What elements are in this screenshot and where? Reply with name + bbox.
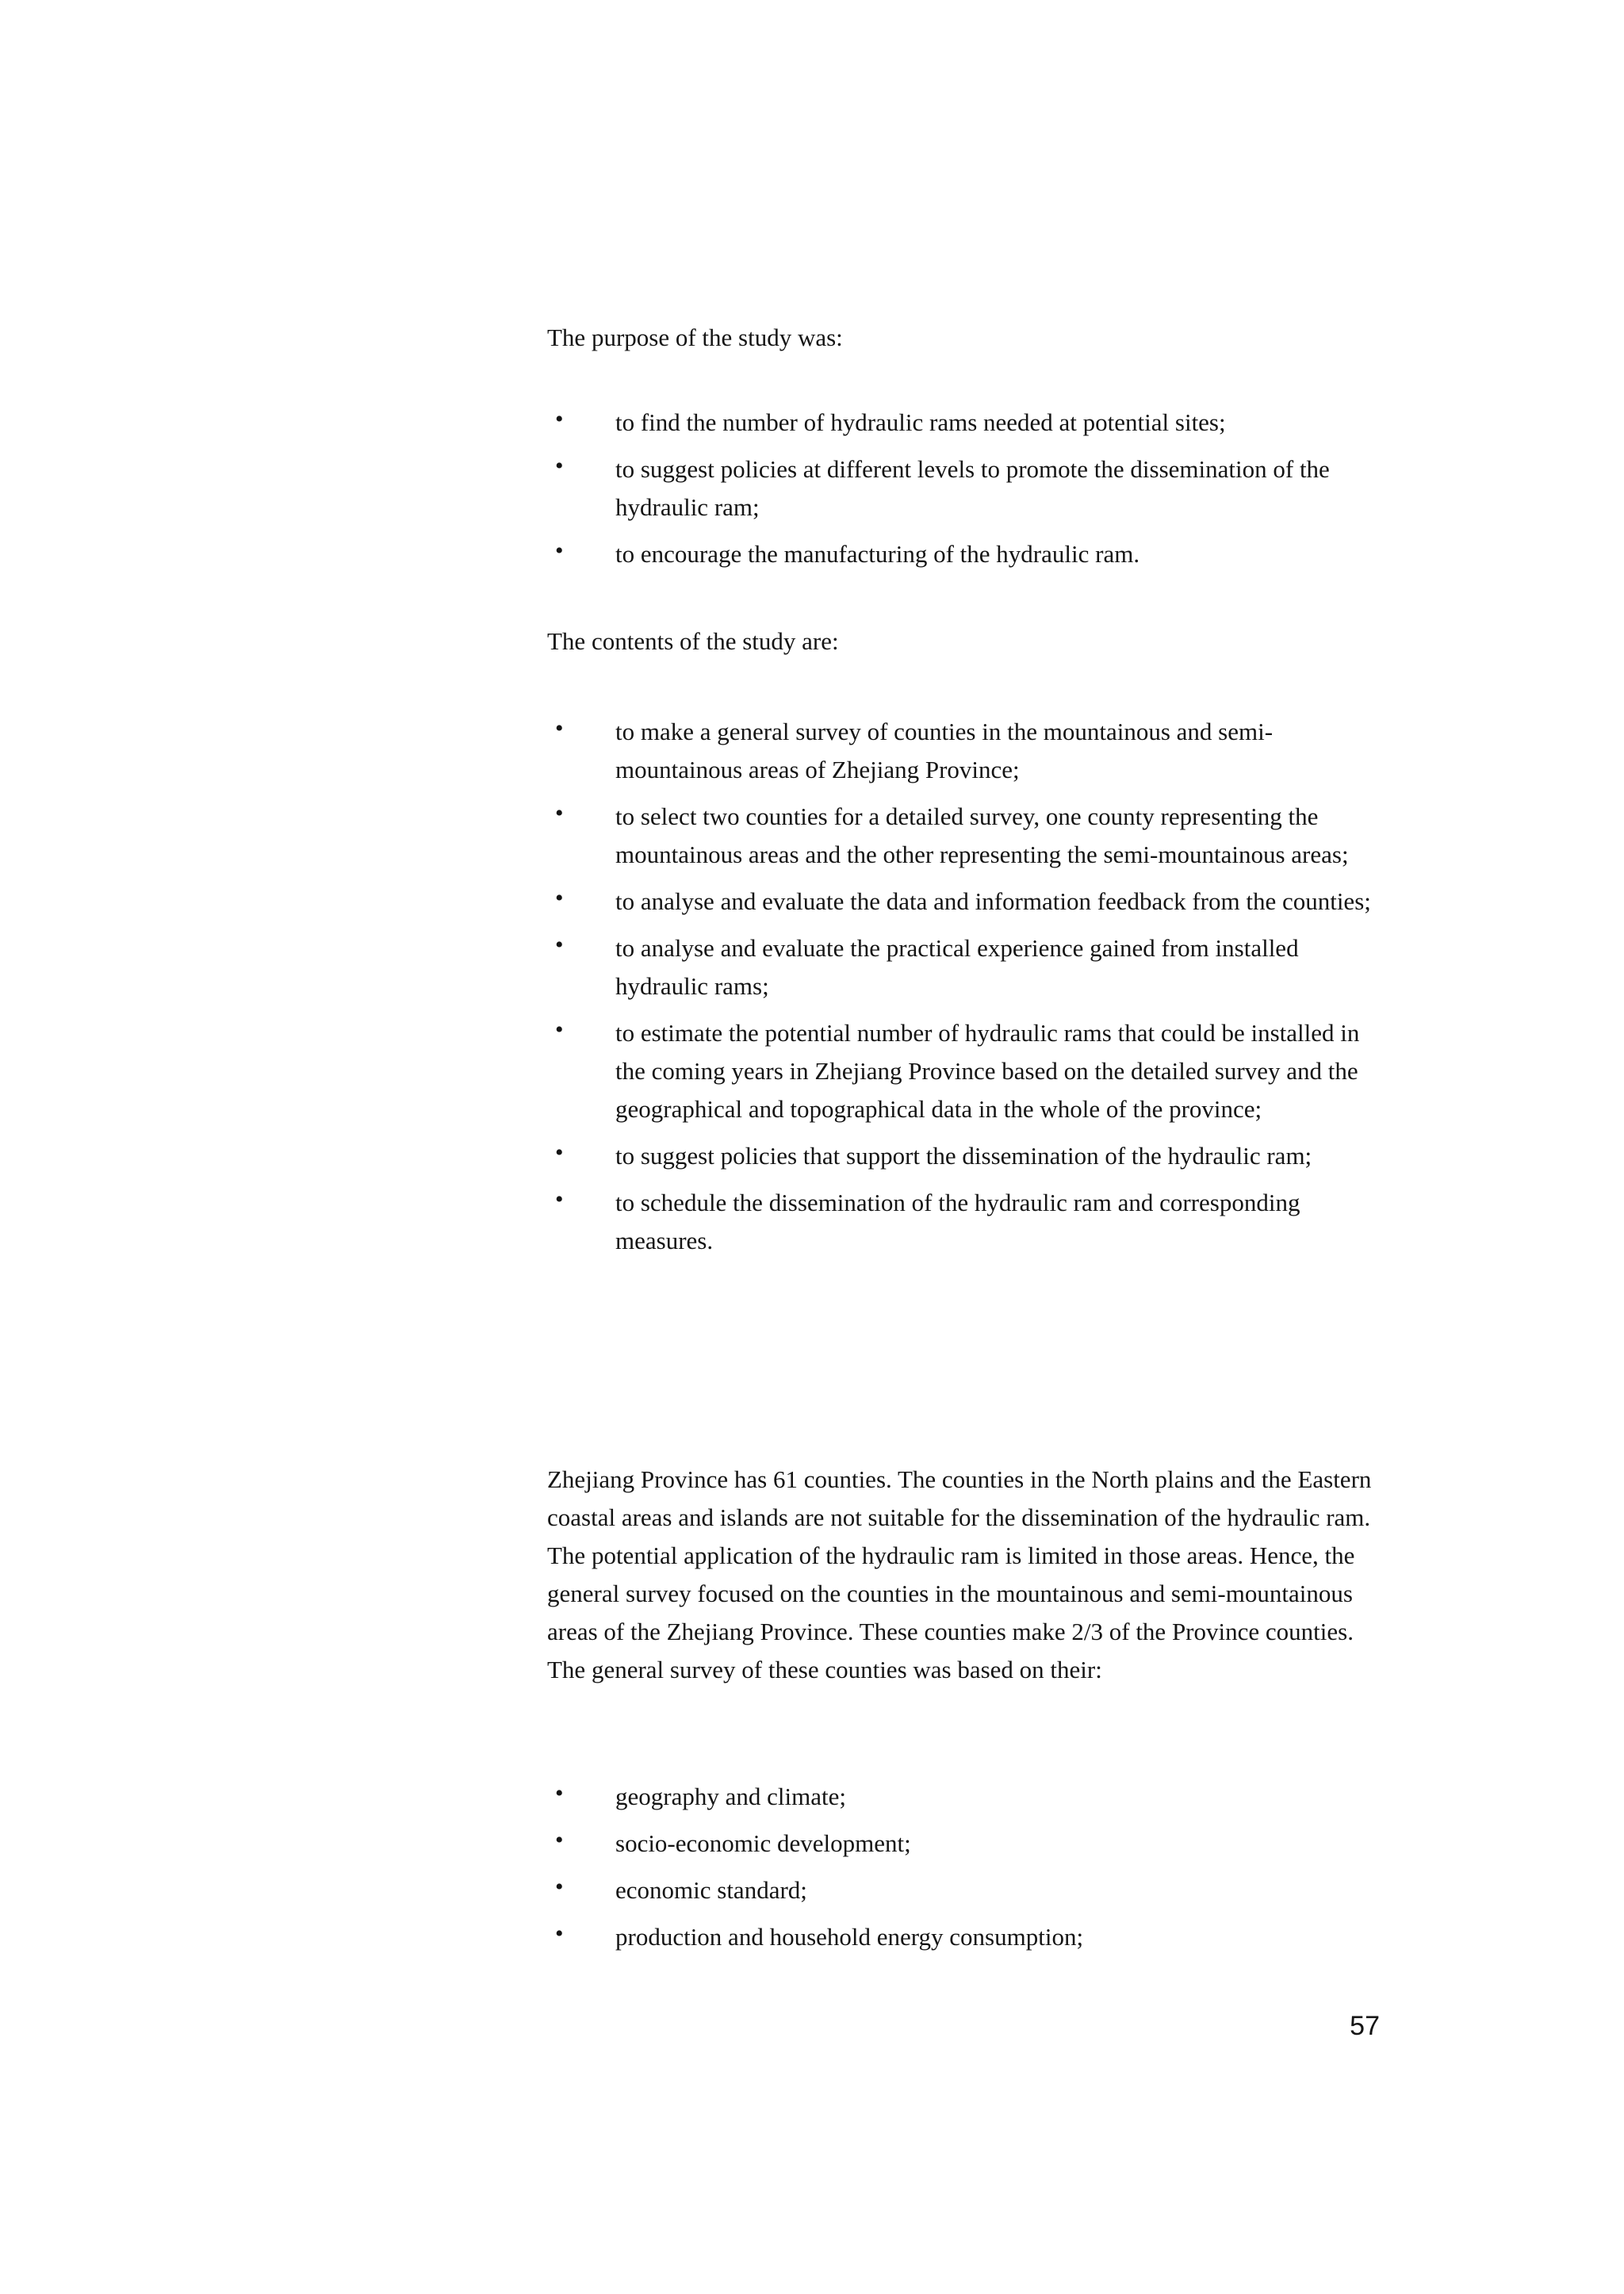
list-item bbox=[547, 1014, 1388, 1128]
bullet-icon: • bbox=[555, 1186, 564, 1212]
list-item bbox=[547, 883, 1388, 921]
list-item-text: to find the number of hydraulic rams needed at potential sites; bbox=[615, 408, 1226, 436]
purpose-list bbox=[547, 404, 1388, 582]
list-item-text: to make a general survey of counties in the mountainous and semi-mountainous areas of Zhejiang Province; bbox=[615, 718, 1274, 783]
list-item-text: economic standard; bbox=[615, 1876, 807, 1904]
bullet-icon: • bbox=[555, 538, 564, 564]
list-item bbox=[547, 1825, 1388, 1863]
list-item-text: to suggest policies that support the dissemination of the hydraulic ram; bbox=[615, 1142, 1312, 1170]
page-number: 57 bbox=[1350, 2011, 1380, 2041]
survey-list bbox=[547, 1778, 1388, 1965]
list-item-text: to select two counties for a detailed survey, one county representing the mountainous areas and the other representing the semi-mountainous areas; bbox=[615, 802, 1349, 868]
list-item bbox=[547, 929, 1388, 1005]
bullet-icon: • bbox=[555, 800, 564, 826]
list-item-text: to schedule the dissemination of the hydraulic ram and corresponding measures. bbox=[615, 1189, 1300, 1254]
list-item bbox=[547, 1871, 1388, 1909]
contents-list bbox=[547, 713, 1388, 1269]
bullet-icon: • bbox=[555, 885, 564, 911]
contents-heading: The contents of the study are: bbox=[547, 627, 839, 655]
list-item-text: to analyse and evaluate the practical experience gained from installed hydraulic rams; bbox=[615, 934, 1299, 1000]
list-item bbox=[547, 798, 1388, 874]
bullet-icon: • bbox=[555, 1921, 564, 1947]
list-item-text: production and household energy consumption; bbox=[615, 1923, 1084, 1951]
bullet-icon: • bbox=[555, 932, 564, 958]
list-item bbox=[547, 1778, 1388, 1816]
bullet-icon: • bbox=[555, 1780, 564, 1806]
list-item bbox=[547, 1918, 1388, 1956]
list-item bbox=[547, 1184, 1388, 1260]
list-item bbox=[547, 450, 1388, 527]
list-item bbox=[547, 404, 1388, 442]
bullet-icon: • bbox=[555, 1827, 564, 1853]
list-item-text: to encourage the manufacturing of the hydraulic ram. bbox=[615, 540, 1140, 568]
survey-paragraph: Zhejiang Province has 61 counties. The counties in the North plains and the Eastern coastal areas and islands are not suitable for the dissemination of the hydraulic ram. The potential application of the hydraulic ram is limited in those areas. Hence, the general survey focused on the counties in the mountainous and semi-mountainous areas of the Zhejiang Province. These counties make 2/3 of the Province counties. The general survey of these counties was based on their: bbox=[547, 1465, 1372, 1683]
bullet-icon: • bbox=[555, 715, 564, 741]
bullet-icon: • bbox=[555, 406, 564, 432]
bullet-icon: • bbox=[555, 1874, 564, 1900]
purpose-heading: The purpose of the study was: bbox=[547, 324, 843, 351]
list-item-text: socio-economic development; bbox=[615, 1829, 911, 1857]
list-item bbox=[547, 1137, 1388, 1175]
list-item-text: to suggest policies at different levels to promote the dissemination of the hydraulic ram; bbox=[615, 455, 1330, 521]
bullet-icon: • bbox=[555, 453, 564, 479]
bullet-icon: • bbox=[555, 1017, 564, 1043]
list-item-text: to estimate the potential number of hydraulic rams that could be installed in the coming years in Zhejiang Province based on the detailed survey and the geographical and topographical data in the whole of the province; bbox=[615, 1019, 1360, 1123]
list-item-text: geography and climate; bbox=[615, 1783, 846, 1810]
bullet-icon: • bbox=[555, 1139, 564, 1166]
list-item-text: to analyse and evaluate the data and information feedback from the counties; bbox=[615, 887, 1371, 915]
list-item bbox=[547, 535, 1388, 573]
list-item bbox=[547, 713, 1388, 789]
